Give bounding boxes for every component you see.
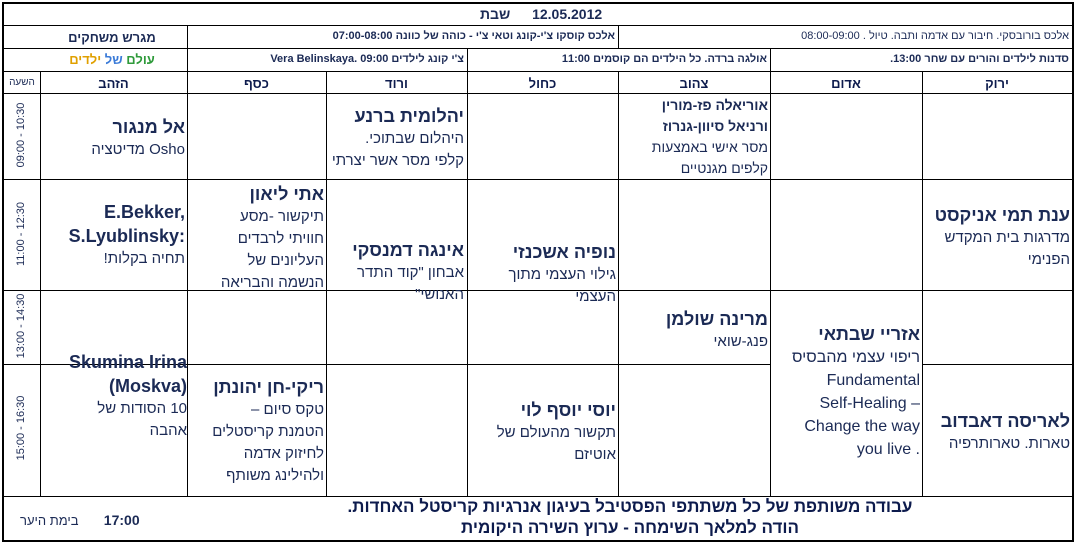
session-desc: Fundamental — [826, 372, 920, 389]
session-desc: אבחון "קוד התדר — [357, 264, 464, 281]
presenter-name: מרינה שולמן — [665, 309, 768, 329]
playground-label: מגרש משחקים — [68, 30, 156, 45]
session-desc: מדיטציה Osho — [91, 141, 185, 158]
session-yellow-1 — [652, 95, 768, 179]
grid-line — [40, 71, 41, 496]
session-desc: הפנימי — [1027, 251, 1070, 268]
session-blue-4 — [497, 398, 616, 466]
day-text: שבת — [480, 6, 511, 22]
session-desc: Self-Healing – — [819, 395, 920, 412]
grid-line — [618, 25, 619, 48]
qigong-morning-session: אלכס קוסקו צ'י-קונג וטאי צ'י - כוהה של כוונה 07:00-08:00 — [332, 30, 615, 42]
grid-line — [2, 179, 1074, 180]
presenter-name: S.Lyublinsky: — [68, 226, 185, 246]
grid-line — [467, 48, 468, 71]
session-blue-2 — [508, 240, 616, 308]
grid-line — [187, 364, 770, 365]
presenter-name: לאריסה דאבדוב — [940, 411, 1070, 431]
session-desc: מסר אישי באמצעות — [651, 139, 768, 155]
kids-world-word-1: עולם — [126, 52, 155, 67]
presenter-name: ורניאל סיוון-גנרוז — [662, 118, 768, 134]
session-green-4 — [941, 409, 1070, 455]
grid-line — [187, 71, 188, 496]
closing-time: 17:00 — [103, 512, 140, 528]
grid-line — [2, 93, 1074, 94]
session-desc: קלפים מגנטיים — [680, 160, 768, 176]
presenter-name: אל מנגור — [112, 117, 185, 137]
time-slot-2: 11:00 - 12:30 — [15, 202, 27, 267]
session-desc: Change the way — [804, 418, 920, 435]
session-red-3 — [792, 322, 920, 461]
session-desc: ולהילינג משותף — [226, 467, 324, 484]
presenter-name: Skumina Irina — [68, 352, 187, 372]
grid-line — [2, 71, 1074, 72]
presenter-name: אוריאלה פז-מורין — [661, 97, 768, 113]
closing-place: בימת היער — [20, 513, 79, 528]
session-desc: פנג-שואי — [713, 333, 768, 350]
column-silver: כסף — [244, 76, 269, 91]
kids-world-word-2: של — [104, 52, 123, 67]
presenter-name: E.Bekker, — [103, 202, 185, 222]
session-desc: קלפי מסר אשר יצרתי — [331, 152, 464, 169]
grid-line — [467, 71, 468, 496]
column-yellow: צהוב — [679, 76, 709, 91]
presenter-name: ענת תמי אניקסט — [934, 205, 1070, 225]
closing-activity: עבודה משותפת של כל משתתפי הפסטיבל בעיגון אנרגיות קריסטל האחדות. — [347, 497, 913, 516]
session-desc: חוויתי לרבדים — [237, 230, 324, 247]
grid-line — [922, 71, 923, 496]
session-desc: לחיזוק אדמה — [243, 445, 324, 462]
closing-thanks: הודה למלאך השימחה - ערוץ השירה היקומית — [461, 518, 799, 537]
session-silver-2 — [221, 182, 324, 294]
session-green-2 — [935, 203, 1070, 271]
session-desc: תחיה בקלות! — [103, 250, 185, 267]
presenter-name: אתי ליאון — [249, 184, 324, 204]
session-desc: you live . — [856, 441, 920, 458]
column-time: השעה — [9, 77, 35, 88]
session-pink-1 — [332, 104, 464, 172]
column-green: ירוק — [985, 76, 1009, 91]
grid-line — [2, 48, 1074, 49]
presenter-name: ריקי-חן יהונתן — [213, 377, 324, 397]
presenter-name: נופיה אשכנזי — [512, 242, 616, 262]
column-red: אדום — [831, 76, 861, 91]
session-gold-1 — [91, 115, 185, 161]
grid-line — [326, 71, 327, 496]
session-desc: טארות. טארותרפיה — [948, 435, 1070, 452]
grid-line — [187, 25, 188, 48]
presenter-name: יוסי יוסף לוי — [520, 400, 616, 420]
session-desc: 10 הסודות של — [97, 400, 187, 417]
column-blue: כחול — [528, 76, 557, 91]
presenter-name: יהלומית ברנע — [354, 106, 464, 126]
presenter-name: אינגה דמנסקי — [352, 240, 464, 260]
grid-line — [187, 48, 188, 71]
grid-line — [770, 71, 771, 496]
session-desc: הנשמה והבריאה — [220, 274, 324, 291]
session-desc: טקס סיום – — [251, 401, 324, 418]
grid-line — [922, 364, 1074, 365]
session-desc: היהלום שבתוכי. — [365, 130, 464, 147]
session-desc: תיקשור -מסע — [239, 208, 324, 225]
grid-line — [770, 48, 771, 71]
presenter-name: אזריי שבתאי — [818, 324, 920, 344]
date-text: 12.05.2012 — [532, 6, 603, 22]
kids-world-label — [48, 52, 176, 67]
session-desc: ריפוי עצמי מהבסיס — [791, 349, 920, 366]
session-desc: העליונים של — [247, 252, 324, 269]
session-desc: העצמי — [575, 288, 616, 305]
session-yellow-3 — [666, 307, 768, 353]
session-desc: אהבה — [149, 422, 187, 439]
time-slot-4: 15:00 - 16:30 — [15, 395, 27, 461]
session-pink-2 — [352, 238, 464, 306]
session-desc: תקשור מהעולם של — [496, 424, 616, 441]
session-desc: גילוי העצמי מתוך — [508, 266, 616, 283]
grid-line — [618, 71, 619, 496]
session-desc: האנושי" — [415, 286, 464, 303]
nature-walk-session: אלכס בורובסקי. חיבור עם אדמה ותבה. טיול . 08:00-09:00 — [801, 30, 1069, 42]
kids-qigong-session: צ'י קונג לילדים Vera Belinskaya. 09:00 — [270, 53, 464, 65]
time-slot-3: 13:00 - 14:30 — [15, 293, 27, 359]
time-slot-1: 09:00 - 10:30 — [15, 102, 27, 168]
session-desc: מדרגות בית המקדש — [944, 229, 1070, 246]
date-header — [480, 6, 602, 22]
session-gold-2 — [69, 200, 185, 270]
kids-magicians-session: אולגה ברדה. כל הילדים הם קוסמים 11:00 — [561, 53, 767, 65]
family-workshops-session: סדנות לילדים והורים עם שחר 13:00. — [890, 53, 1069, 65]
session-silver-4 — [212, 375, 324, 487]
column-pink: ורוד — [385, 76, 408, 91]
grid-line — [2, 25, 1074, 26]
session-desc: אוטיזם — [574, 446, 616, 463]
session-gold-3 — [69, 350, 187, 442]
closing-location — [20, 512, 140, 528]
session-desc: הטמנת קריסטלים — [212, 423, 324, 440]
column-gold: הזהב — [98, 76, 129, 91]
presenter-name: (Moskva) — [108, 376, 187, 396]
kids-world-word-3: ילדים — [69, 52, 102, 67]
